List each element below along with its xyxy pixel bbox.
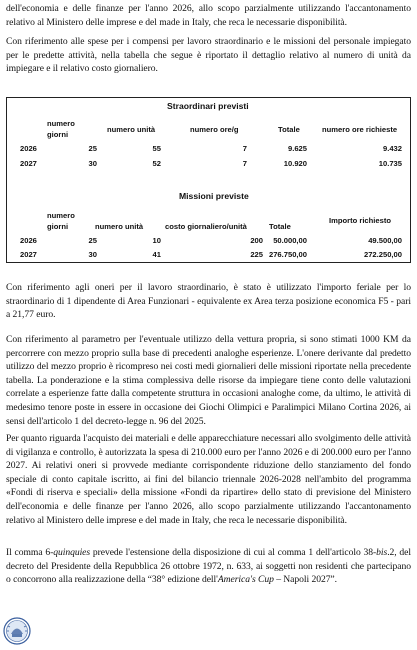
row-importo: 272.250,00 (363, 250, 402, 259)
header-numero-unita: numero unità (95, 222, 144, 231)
row-richieste: 10.735 (378, 159, 402, 168)
row-year: 2027 (20, 250, 37, 259)
header-ore-richieste: numero ore richieste (322, 125, 398, 134)
row-giorni: 25 (88, 236, 97, 245)
header-giorni: giorni (47, 130, 69, 139)
text-run: prevede l'estensione della disposizione di cui al comma 1 dell'articolo 38- (90, 547, 377, 558)
header-totale: Totale (269, 222, 291, 231)
text-run: Il comma 6- (6, 547, 54, 558)
paragraph-materials: Per quanto riguarda l'acquisto dei materiali e delle apparecchiature necessari allo svolgimento delle attività di vigilanza e controllo, è autorizzata la spesa di 210.000 euro per l'anno 2026 e di 200.000 euro per l'anno 2027. Ai relativi oneri si provvede mediante corrispondente riduzione dello stanziamento del fondo speciale di conto capitale iscritto, ai fini del bilancio triennale 2026-2028 nell'ambito del programma «Fondi di riserva e speciali» della missione «Fondi da ripartire» dello stato di previsione del Ministero dell'economia e delle finanze per l'anno 2026, allo scopo parzialmente utilizzando l'accantonamento relativo al Ministero delle imprese e del made in Italy, che reca le necessarie disponibilità. (6, 433, 411, 526)
paragraph-overtime: Con riferimento agli oneri per il lavoro straordinario, è stato è utilizzato l'importo feriale per lo straordinario di 1 dipendente di Area Funzionari - equivalente ex Area terza posizione economica F5 - pari a 21,77 euro. (6, 282, 411, 321)
row-unita: 52 (152, 159, 161, 168)
table-title-straordinari: Straordinari previsti (167, 101, 249, 111)
row-totale: 276.750,00 (268, 250, 307, 259)
row-importo: 49.500,00 (368, 236, 402, 245)
row-year: 2027 (20, 159, 37, 168)
row-ore: 7 (242, 144, 247, 153)
italic-text: quinquies (53, 547, 91, 558)
row-totale: 10.920 (283, 159, 307, 168)
header-costo-giornaliero: costo giornaliero/unità (165, 222, 247, 231)
row-unita: 55 (152, 144, 161, 153)
header-ore-g: numero ore/g (190, 125, 239, 134)
header-numero: numero (47, 211, 75, 220)
row-unita: 41 (152, 250, 161, 259)
text-run: – Napoli 2027”. (273, 574, 337, 586)
italic-text: America's Cup (217, 574, 274, 586)
header-numero: numero (47, 119, 75, 128)
row-giorni: 25 (88, 144, 97, 153)
row-year: 2026 (20, 144, 37, 153)
row-unita: 10 (152, 236, 161, 245)
row-totale: 50.000,00 (273, 236, 307, 245)
header-totale: Totale (278, 125, 300, 134)
row-richieste: 9.432 (382, 144, 402, 153)
row-year: 2026 (20, 236, 37, 245)
cost-table (6, 97, 411, 263)
row-giorni: 30 (88, 159, 97, 168)
header-importo-richiesto: Importo richiesto (329, 216, 392, 225)
paragraph-funding-continuation: dell'economia e delle finanze per l'anno 2026, allo scopo parzialmente utilizzando l'accantonamento relativo al Ministero delle imprese e del made in Italy, che reca le necessarie disponibilità. (6, 3, 411, 28)
parliament-seal-icon (3, 617, 31, 645)
header-numero-unita: numero unità (107, 125, 156, 134)
italic-text: bis (376, 547, 388, 558)
table-title-missioni: Missioni previste (179, 191, 249, 201)
row-totale: 9.625 (287, 144, 307, 153)
paragraph-compensation-intro: Con riferimento alle spese per i compensi per lavoro straordinario e le missioni del personale impiegato per le predette attività, nella tabella che segue è riportato il dettaglio relativo al numero di unità da impiegare e il relativo costo giornaliero. (6, 36, 411, 75)
row-ore: 7 (242, 159, 247, 168)
row-costo: 200 (250, 236, 263, 245)
row-giorni: 30 (88, 250, 97, 259)
paragraph-americas-cup (6, 546, 411, 587)
paragraph-vehicle: Con riferimento al parametro per l'eventuale utilizzo della vettura propria, si sono stimati 1000 KM da percorrere con mezzo proprio sulla base di precedenti analoghe esperienze. L'onere derivante dal predetto utilizzo del mezzo proprio è ricompreso nei costi medi giornalieri delle missioni riportate nella precedente tabella. La ponderazione e la stima complessiva delle risorse da impiegare tiene conto delle valutazioni correlate a esperienze fatte dalla competente struttura in occasioni analoghe come, da ultimo, le attività di medesimo tenore poste in essere in occasione dei Giochi Olimpici e Paralimpici Milano Cortina 2026, ai sensi dell'articolo 1 del decreto-legge n. 96 del 2025. (6, 334, 411, 427)
text-run: .2, del decreto del Presidente della Repubblica 26 ottobre 1972, n. 633, ai soggetti non residenti che partecipano o concorrono alla realizzazione della “38° edizione dell' (6, 547, 411, 586)
row-costo: 225 (250, 250, 263, 259)
header-giorni: giorni (47, 222, 69, 231)
